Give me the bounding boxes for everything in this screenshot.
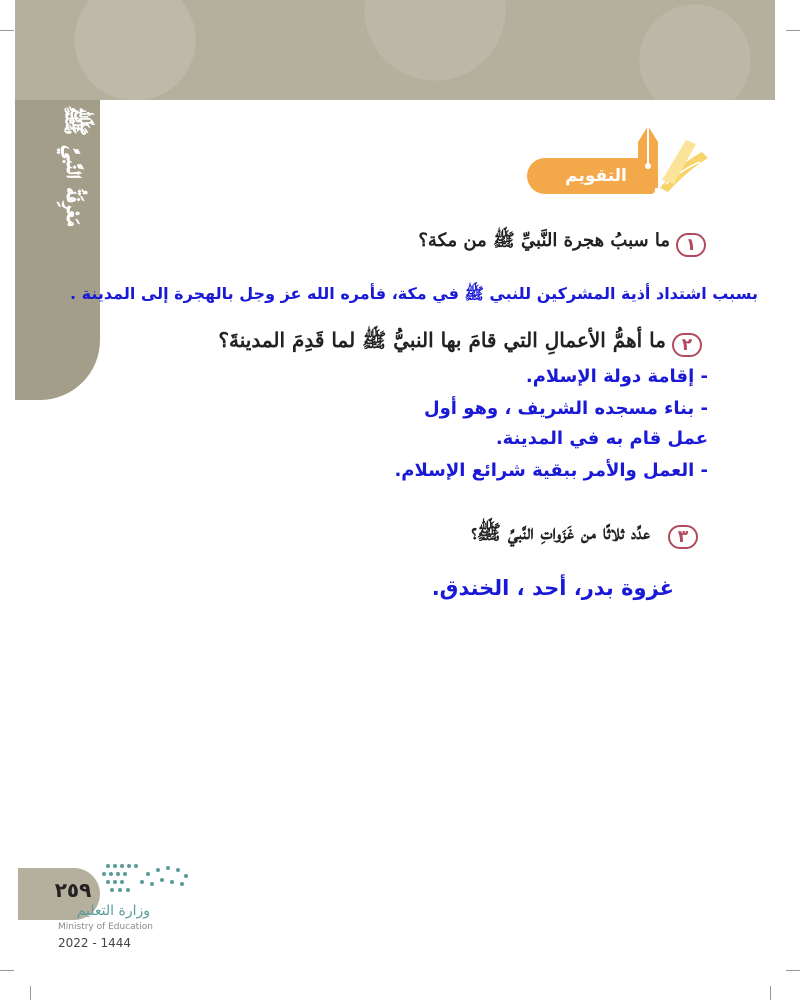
crop-mark: [30, 986, 31, 1000]
answer-line: - بناء مسجده الشريف ، وهو أول: [423, 398, 708, 419]
answer-text: بسبب اشتداد أذية المشركين للنبي ﷺ في مكة، فأمره الله عز وجل بالهجرة إلى المدينة .: [70, 284, 758, 303]
crop-mark: [786, 30, 800, 31]
answer-text: غزوة بدر، أحد ، الخندق.: [431, 576, 674, 600]
side-title: مَعْرِفَةُ النَّبيِّ ﷺ: [60, 105, 90, 227]
edition-year: 2022 - 1444: [58, 936, 132, 950]
ministry-dots-logo: [98, 858, 193, 900]
question-number: ٢: [672, 333, 702, 357]
crop-mark: [0, 30, 14, 31]
answer-line: عمل قام به في المدينة.: [495, 428, 708, 449]
page-number: ٢٥٩: [54, 878, 92, 902]
answer-line: - إقامة دولة الإسلام.: [525, 366, 708, 387]
section-badge-label: التقويم: [565, 166, 627, 186]
crop-mark: [786, 970, 800, 971]
answer-line: - العمل والأمر ببقية شرائع الإسلام.: [394, 460, 708, 481]
ministry-name-ar: وزارة التعليم: [76, 903, 150, 919]
crop-mark: [0, 970, 14, 971]
question-number: ١: [676, 233, 706, 257]
crop-mark: [770, 986, 771, 1000]
question-text: ما أهمُّ الأعمالِ التي قامَ بها النبيُّ ﷺ لما قَدِمَ المدينةَ؟: [218, 328, 666, 352]
header-band: [15, 0, 775, 100]
question-text: عدِّد ثلاثًا من غَزَواتِ النَّبيِّ ﷺ؟: [471, 520, 650, 544]
question-text: ما سببُ هجرة النَّبيِّ ﷺ من مكة؟: [418, 230, 670, 251]
content-corner: [100, 100, 180, 180]
ministry-name-en: Ministry of Education: [58, 922, 153, 932]
pen-book-icon: [630, 122, 710, 194]
question-number: ٣: [668, 525, 698, 549]
